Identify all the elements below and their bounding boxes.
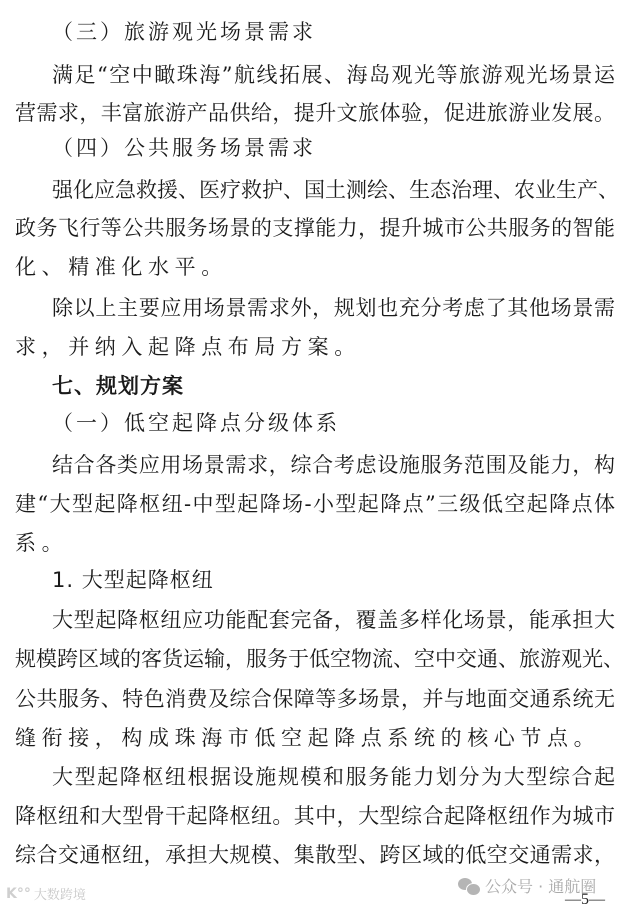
- paragraph-line: 缝衔接，构成珠海市低空起降点系统的核心节点。: [15, 726, 601, 750]
- page-number: —5—: [565, 891, 605, 908]
- paragraph-line: 系。: [15, 531, 69, 555]
- paragraph-line: 规模跨区域的客货运输，服务于低空物流、空中交通、旅游观光、: [15, 647, 624, 671]
- watermark-left: [6, 884, 86, 903]
- subheading-tier-system: （一）低空起降点分级体系: [52, 411, 340, 435]
- paragraph-line: 满足“空中瞰珠海”航线拓展、海岛观光等旅游观光场景运: [52, 63, 615, 87]
- subheading-tourism: （三）旅游观光场景需求: [52, 20, 316, 44]
- paragraph-line: 综合交通枢纽，承担大规模、集散型、跨区域的低空交通需求，: [15, 843, 615, 867]
- heading-large-hub: 1. 大型起降枢纽: [52, 568, 214, 592]
- paragraph-line: 除以上主要应用场景需求外，规划也充分考虑了其他场景需: [52, 296, 615, 320]
- watermark-right-text: 公众号 · 通航圈: [485, 877, 597, 896]
- paragraph-line: 结合各类应用场景需求，综合考虑设施服务范围及能力，构: [52, 453, 615, 477]
- paragraph-line: 强化应急救援、医疗救护、国土测绘、生态治理、农业生产、: [52, 178, 619, 202]
- paragraph-line: 公共服务、特色消费及综合保障等多场景，并与地面交通系统无: [15, 687, 615, 711]
- paragraph-line: 营需求，丰富旅游产品供给，提升文旅体验，促进旅游业发展。: [15, 101, 615, 125]
- wechat-icon: [458, 877, 480, 895]
- paragraph-line: 求，并纳入起降点布局方案。: [15, 335, 361, 359]
- subheading-public-service: （四）公共服务场景需求: [52, 136, 316, 160]
- section-heading-plan: 七、规划方案: [52, 374, 184, 398]
- paragraph-line: 大型起降枢纽应功能配套完备，覆盖多样化场景，能承担大: [52, 608, 615, 632]
- paragraph-line: 建“大型起降枢纽-中型起降场-小型起降点”三级低空起降点体: [15, 492, 615, 516]
- paragraph-line: 化、精准化水平。: [15, 255, 228, 279]
- watermark-logo-icon: K°°: [6, 885, 31, 902]
- paragraph-line: 政务飞行等公共服务场景的支撑能力，提升城市公共服务的智能: [15, 216, 615, 240]
- watermark-left-text: 大数跨境: [33, 888, 86, 903]
- paragraph-line: 大型起降枢纽根据设施规模和服务能力划分为大型综合起: [52, 765, 615, 789]
- paragraph-line: 降枢纽和大型骨干起降枢纽。其中，大型综合起降枢纽作为城市: [15, 804, 615, 828]
